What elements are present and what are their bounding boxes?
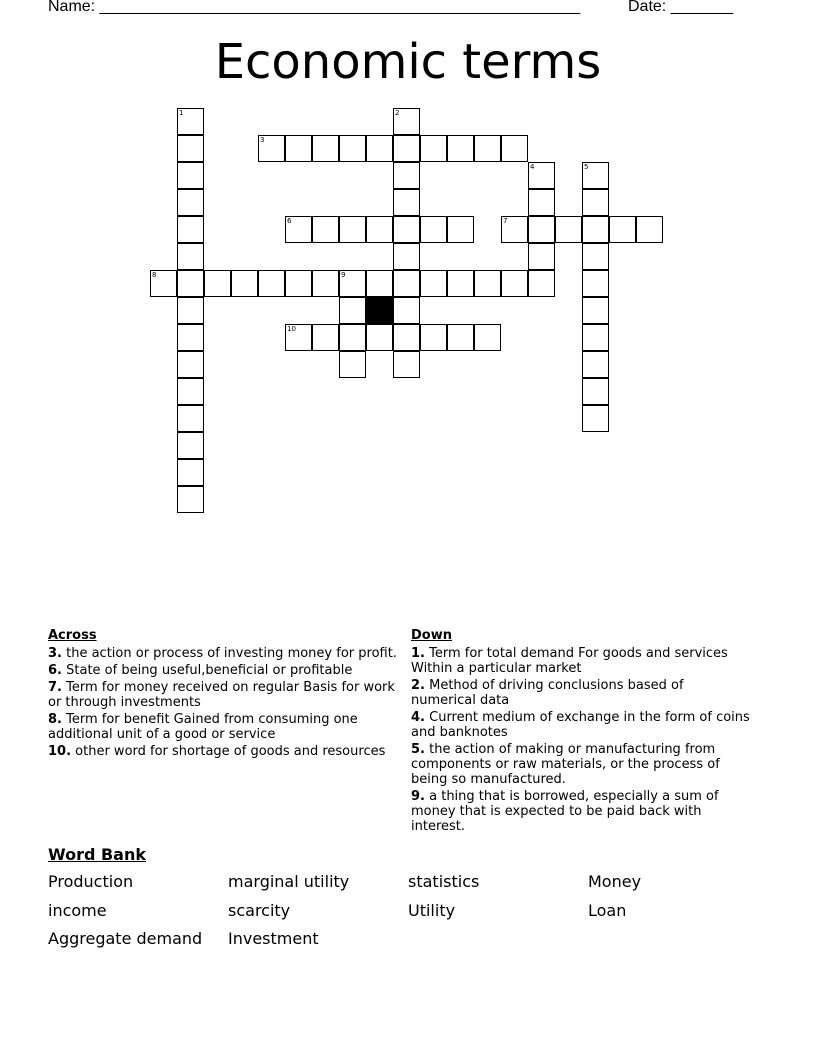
crossword-cell[interactable] — [447, 324, 474, 351]
crossword-cell[interactable] — [393, 351, 420, 378]
cell-number-3: 3 — [260, 136, 265, 144]
crossword-cell[interactable] — [339, 351, 366, 378]
crossword-cell[interactable] — [393, 216, 420, 243]
crossword-cell[interactable] — [177, 216, 204, 243]
crossword-cell[interactable] — [231, 270, 258, 297]
word-bank-word: Money — [588, 872, 642, 891]
word-bank-word: Utility — [408, 900, 456, 920]
crossword-cell[interactable] — [420, 324, 447, 351]
cell-number-8: 8 — [152, 271, 157, 279]
clue-across-3 — [48, 646, 398, 661]
clue-number: 2. — [411, 678, 425, 693]
crossword-cell[interactable] — [393, 135, 420, 162]
crossword-cell[interactable] — [177, 405, 204, 432]
crossword-cell[interactable] — [366, 270, 393, 297]
word-bank-word: income — [48, 900, 107, 920]
crossword-cell[interactable] — [447, 135, 474, 162]
clue-across-10 — [48, 744, 398, 759]
word-bank-word: marginal utility — [228, 872, 350, 891]
crossword-cell[interactable] — [204, 270, 231, 297]
crossword-cell[interactable] — [393, 297, 420, 324]
crossword-cell[interactable] — [366, 324, 393, 351]
crossword-cell[interactable] — [339, 135, 366, 162]
crossword-cell[interactable] — [393, 162, 420, 189]
crossword-cell[interactable] — [555, 216, 582, 243]
clue-text: Term for money received on regular Basis for work or through investments — [48, 680, 395, 710]
cell-number-10: 10 — [287, 325, 296, 333]
clue-text: Method of driving conclusions based of numerical data — [411, 678, 684, 708]
clue-down-5 — [411, 742, 751, 787]
crossword-cell[interactable] — [393, 189, 420, 216]
crossword-cell[interactable] — [312, 135, 339, 162]
crossword-cell[interactable] — [582, 243, 609, 270]
clue-number: 8. — [48, 712, 62, 727]
clue-down-1 — [411, 646, 751, 676]
crossword-cell[interactable] — [177, 297, 204, 324]
crossword-cell[interactable] — [420, 216, 447, 243]
page-title: Economic terms — [214, 34, 602, 90]
word-bank-title: Word Bank — [48, 845, 147, 864]
clue-text: State of being useful,beneficial or profitable — [66, 663, 353, 678]
crossword-cell[interactable] — [177, 162, 204, 189]
clue-text: the action or process of investing money for profit. — [66, 646, 397, 661]
crossword-cell[interactable] — [582, 405, 609, 432]
crossword-cell[interactable] — [312, 324, 339, 351]
crossword-cell[interactable] — [528, 243, 555, 270]
crossword-cell[interactable] — [636, 216, 663, 243]
crossword-cell[interactable] — [582, 189, 609, 216]
crossword-cell[interactable] — [177, 270, 204, 297]
crossword-cell[interactable] — [501, 270, 528, 297]
crossword-cell[interactable] — [339, 297, 366, 324]
word-bank-row — [48, 929, 788, 958]
crossword-cell[interactable] — [366, 216, 393, 243]
word-bank-word: Production — [48, 872, 134, 891]
crossword-cell[interactable] — [582, 216, 609, 243]
clue-number: 3. — [48, 646, 62, 661]
crossword-cell[interactable] — [582, 297, 609, 324]
across-heading: Across — [48, 628, 97, 643]
crossword-cell[interactable] — [177, 459, 204, 486]
crossword-cell[interactable] — [474, 324, 501, 351]
crossword-cell[interactable] — [177, 189, 204, 216]
clue-number: 9. — [411, 789, 425, 804]
crossword-cell[interactable] — [582, 351, 609, 378]
crossword-cell[interactable] — [258, 270, 285, 297]
crossword-black-cell — [366, 297, 393, 324]
crossword-cell[interactable] — [528, 216, 555, 243]
crossword-cell[interactable] — [366, 135, 393, 162]
cell-number-4: 4 — [530, 163, 535, 171]
clue-number: 7. — [48, 680, 62, 695]
crossword-cell[interactable] — [177, 486, 204, 513]
clue-down-4 — [411, 710, 751, 740]
clue-number: 6. — [48, 663, 62, 678]
clue-text: Term for total demand For goods and services Within a particular market — [411, 646, 728, 676]
crossword-cell[interactable] — [528, 270, 555, 297]
clue-number: 10. — [48, 744, 72, 759]
crossword-cell[interactable] — [312, 270, 339, 297]
crossword-cell[interactable] — [447, 216, 474, 243]
cell-number-7: 7 — [503, 217, 508, 225]
word-bank-word: Aggregate demand — [48, 929, 203, 948]
word-bank-row — [48, 872, 788, 901]
clue-number: 1. — [411, 646, 425, 661]
crossword-cell[interactable] — [339, 216, 366, 243]
cell-number-2: 2 — [395, 109, 400, 117]
crossword-cell[interactable] — [285, 270, 312, 297]
crossword-cell[interactable] — [609, 216, 636, 243]
clue-down-9 — [411, 789, 751, 834]
name-field-label: Name: ______________________________________________________ — [48, 0, 581, 15]
crossword-cell[interactable] — [177, 432, 204, 459]
cell-number-1: 1 — [179, 109, 184, 117]
crossword-cell[interactable] — [582, 270, 609, 297]
crossword-cell[interactable] — [177, 135, 204, 162]
clue-text: the action of making or manufacturing from components or raw materials, or the process of being so manufactured. — [411, 742, 720, 787]
across-clues — [48, 628, 398, 761]
crossword-cell[interactable] — [177, 243, 204, 270]
crossword-cell[interactable] — [177, 378, 204, 405]
cell-number-9: 9 — [341, 271, 346, 279]
clue-text: other word for shortage of goods and resources — [75, 744, 386, 759]
crossword-cell[interactable] — [177, 324, 204, 351]
clue-text: Term for benefit Gained from consuming one additional unit of a good or service — [48, 712, 358, 742]
crossword-cell[interactable] — [447, 270, 474, 297]
crossword-cell[interactable] — [528, 189, 555, 216]
crossword-cell[interactable] — [474, 135, 501, 162]
cell-number-5: 5 — [584, 163, 589, 171]
crossword-cell[interactable] — [420, 270, 447, 297]
cell-number-6: 6 — [287, 217, 292, 225]
crossword-cell[interactable] — [393, 243, 420, 270]
clue-number: 5. — [411, 742, 425, 757]
crossword-cell[interactable] — [582, 324, 609, 351]
clue-across-8 — [48, 712, 398, 742]
clue-across-7 — [48, 680, 398, 710]
clue-text: Current medium of exchange in the form of coins and banknotes — [411, 710, 750, 740]
crossword-cell[interactable] — [285, 135, 312, 162]
word-bank-row — [48, 901, 788, 930]
crossword-cell[interactable] — [312, 216, 339, 243]
word-bank-word: scarcity — [228, 900, 291, 920]
word-bank-word: statistics — [408, 872, 480, 891]
clue-text: a thing that is borrowed, especially a sum of money that is expected to be paid back with interest. — [411, 789, 719, 834]
down-clues — [411, 628, 751, 836]
crossword-cell[interactable] — [393, 324, 420, 351]
word-bank-word: Investment — [228, 929, 319, 948]
clue-across-6 — [48, 663, 398, 678]
crossword-cell[interactable] — [501, 135, 528, 162]
word-bank — [48, 872, 788, 958]
down-heading: Down — [411, 628, 452, 643]
date-field-label: Date: _______ — [628, 0, 733, 15]
crossword-cell[interactable] — [339, 324, 366, 351]
crossword-cell[interactable] — [474, 270, 501, 297]
clue-down-2 — [411, 678, 751, 708]
crossword-cell[interactable] — [393, 270, 420, 297]
word-bank-word: Loan — [588, 900, 627, 920]
crossword-cell[interactable] — [420, 135, 447, 162]
clue-number: 4. — [411, 710, 425, 725]
crossword-cell[interactable] — [582, 378, 609, 405]
crossword-cell[interactable] — [177, 351, 204, 378]
